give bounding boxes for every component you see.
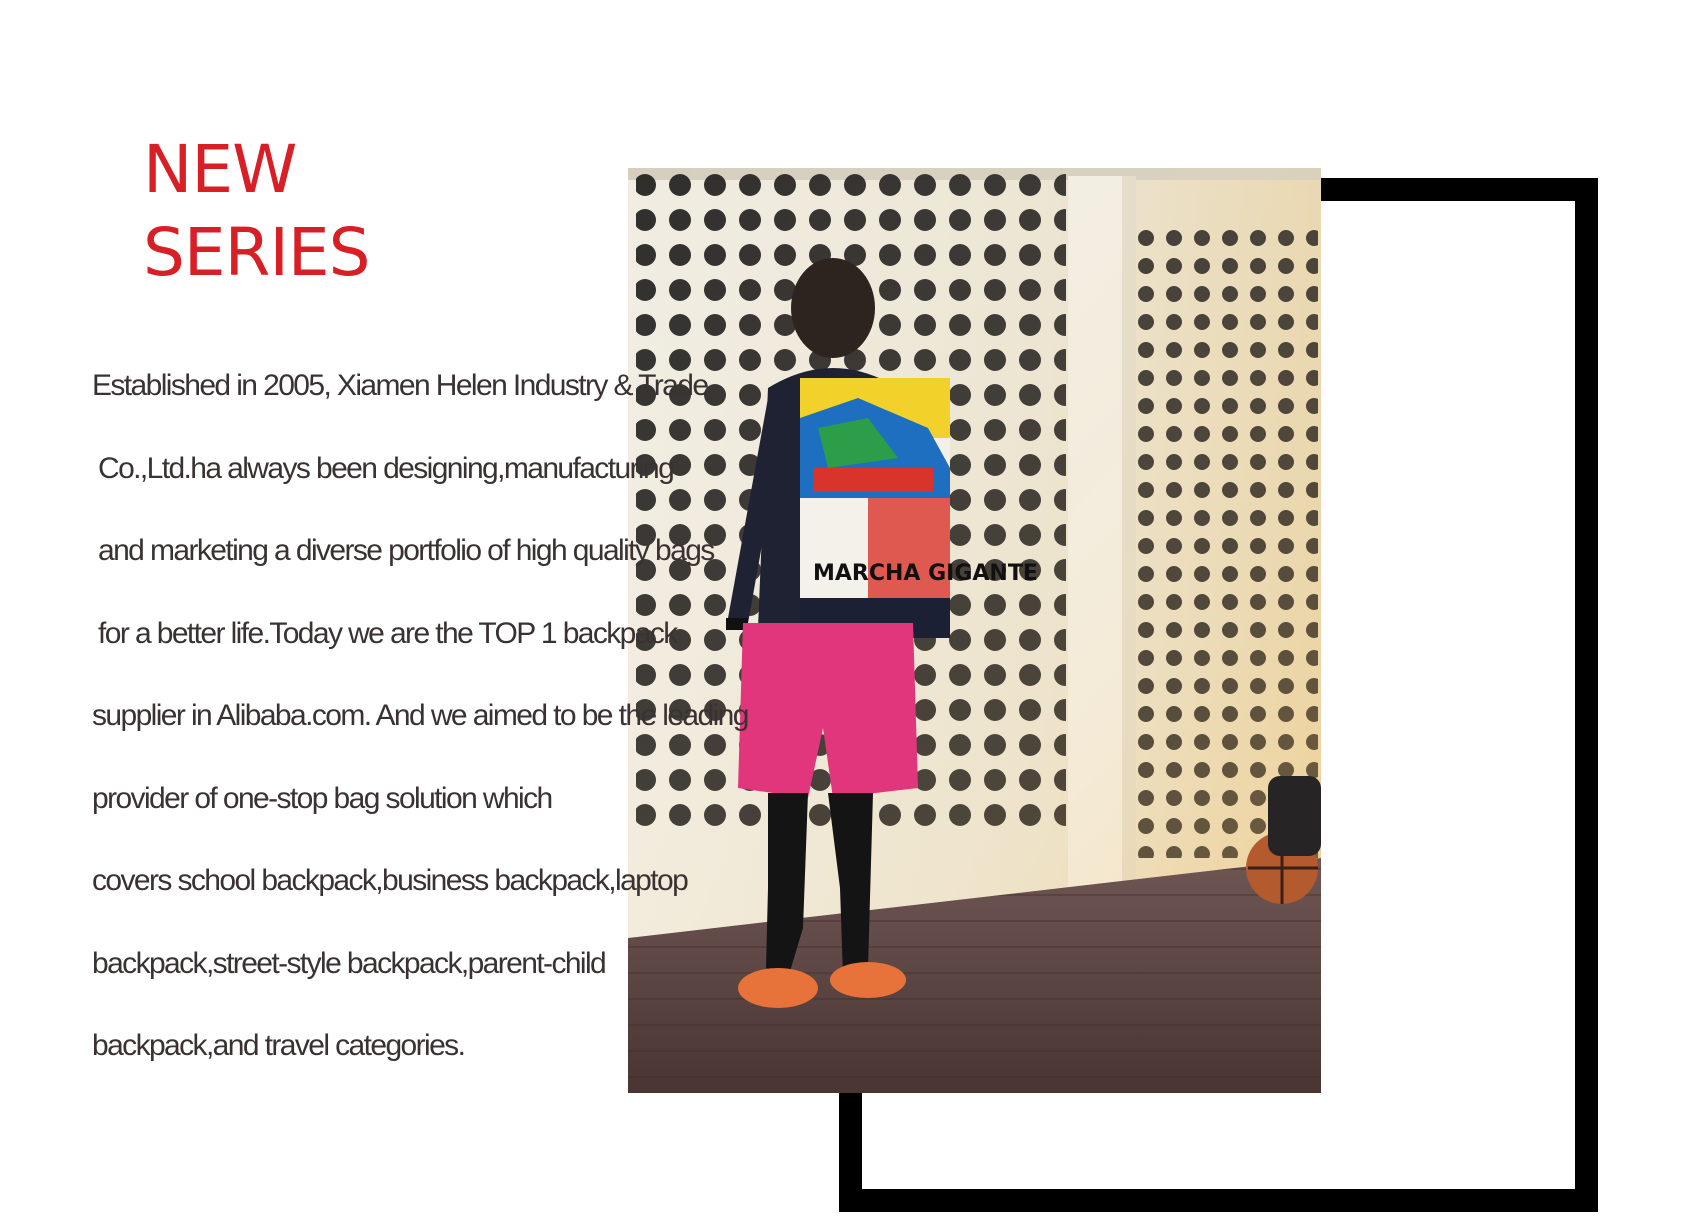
description-line: and marketing a diverse portfolio of high quality bags [98,534,714,567]
title-line-new: NEW [143,131,297,208]
title-line-series: SERIES [143,214,370,291]
page-title [143,128,370,294]
description-line: backpack,and travel categories. [92,1029,465,1062]
description-line: Established in 2005, Xiamen Helen Industry & Trade [92,369,708,402]
description-line: backpack,street-style backpack,parent-child [92,946,606,980]
description-line: Co.,Ltd.ha always been designing,manufacturing [98,451,674,485]
description-line: supplier in Alibaba.com. And we aimed to be the leading [92,699,748,732]
company-description [92,360,852,1103]
description-line: covers school backpack,business backpack,laptop [92,864,688,897]
description-line: provider of one-stop bag solution which [92,781,552,815]
description-line: for a better life.Today we are the TOP 1 backpack [98,616,677,650]
backpack-print: MARCHA GIGANTE [813,561,1038,586]
